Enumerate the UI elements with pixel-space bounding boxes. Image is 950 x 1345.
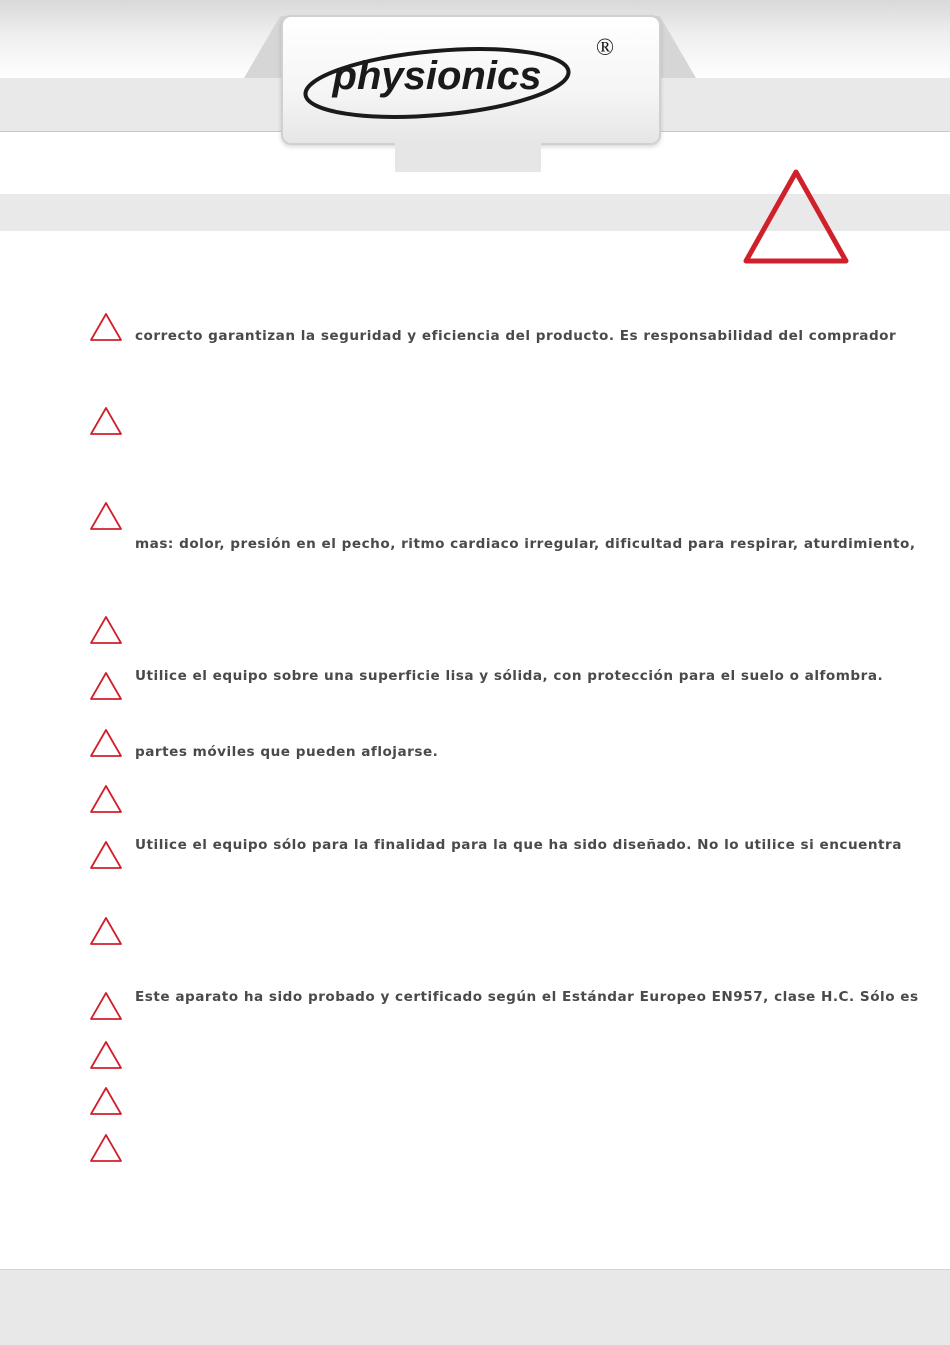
warning-triangle-icon xyxy=(89,406,123,436)
warning-triangle-icon xyxy=(89,1133,123,1163)
warning-text: Utilice el equipo sólo para la finalidad para la que ha sido diseñado. No lo utilice si encuentra xyxy=(135,837,902,853)
warning-text: correcto garantizan la seguridad y eficiencia del producto. Es responsabilidad del comprador xyxy=(135,328,897,344)
header-small-tab xyxy=(395,143,541,172)
warning-triangle-icon xyxy=(89,840,123,870)
registered-mark: ® xyxy=(595,35,615,61)
warning-triangle-icon xyxy=(89,784,123,814)
brand-name: physionics xyxy=(332,54,542,98)
warning-triangle-icon xyxy=(89,1086,123,1116)
warning-triangle-icon xyxy=(89,916,123,946)
warning-text: mas: dolor, presión en el pecho, ritmo cardiaco irregular, dificultad para respirar, aturdimiento, xyxy=(135,536,916,552)
warning-text: Utilice el equipo sobre una superficie lisa y sólida, con protección para el suelo o alfombra. xyxy=(135,668,884,684)
brand-logo-box xyxy=(281,15,661,145)
large-warning-icon xyxy=(740,166,852,268)
warning-triangle-icon xyxy=(89,728,123,758)
physionics-logo xyxy=(283,17,659,143)
footer-band xyxy=(0,1269,950,1345)
warning-triangle-icon xyxy=(89,615,123,645)
warning-triangle-icon xyxy=(89,671,123,701)
warning-triangle-icon xyxy=(89,991,123,1021)
warning-text: partes móviles que pueden aflojarse. xyxy=(135,744,439,760)
warning-triangle-icon xyxy=(89,501,123,531)
warning-text: Este aparato ha sido probado y certificado según el Estándar Europeo EN957, clase H.C. Sólo es xyxy=(135,989,919,1005)
warning-triangle-icon xyxy=(89,312,123,342)
warning-triangle-icon xyxy=(89,1040,123,1070)
